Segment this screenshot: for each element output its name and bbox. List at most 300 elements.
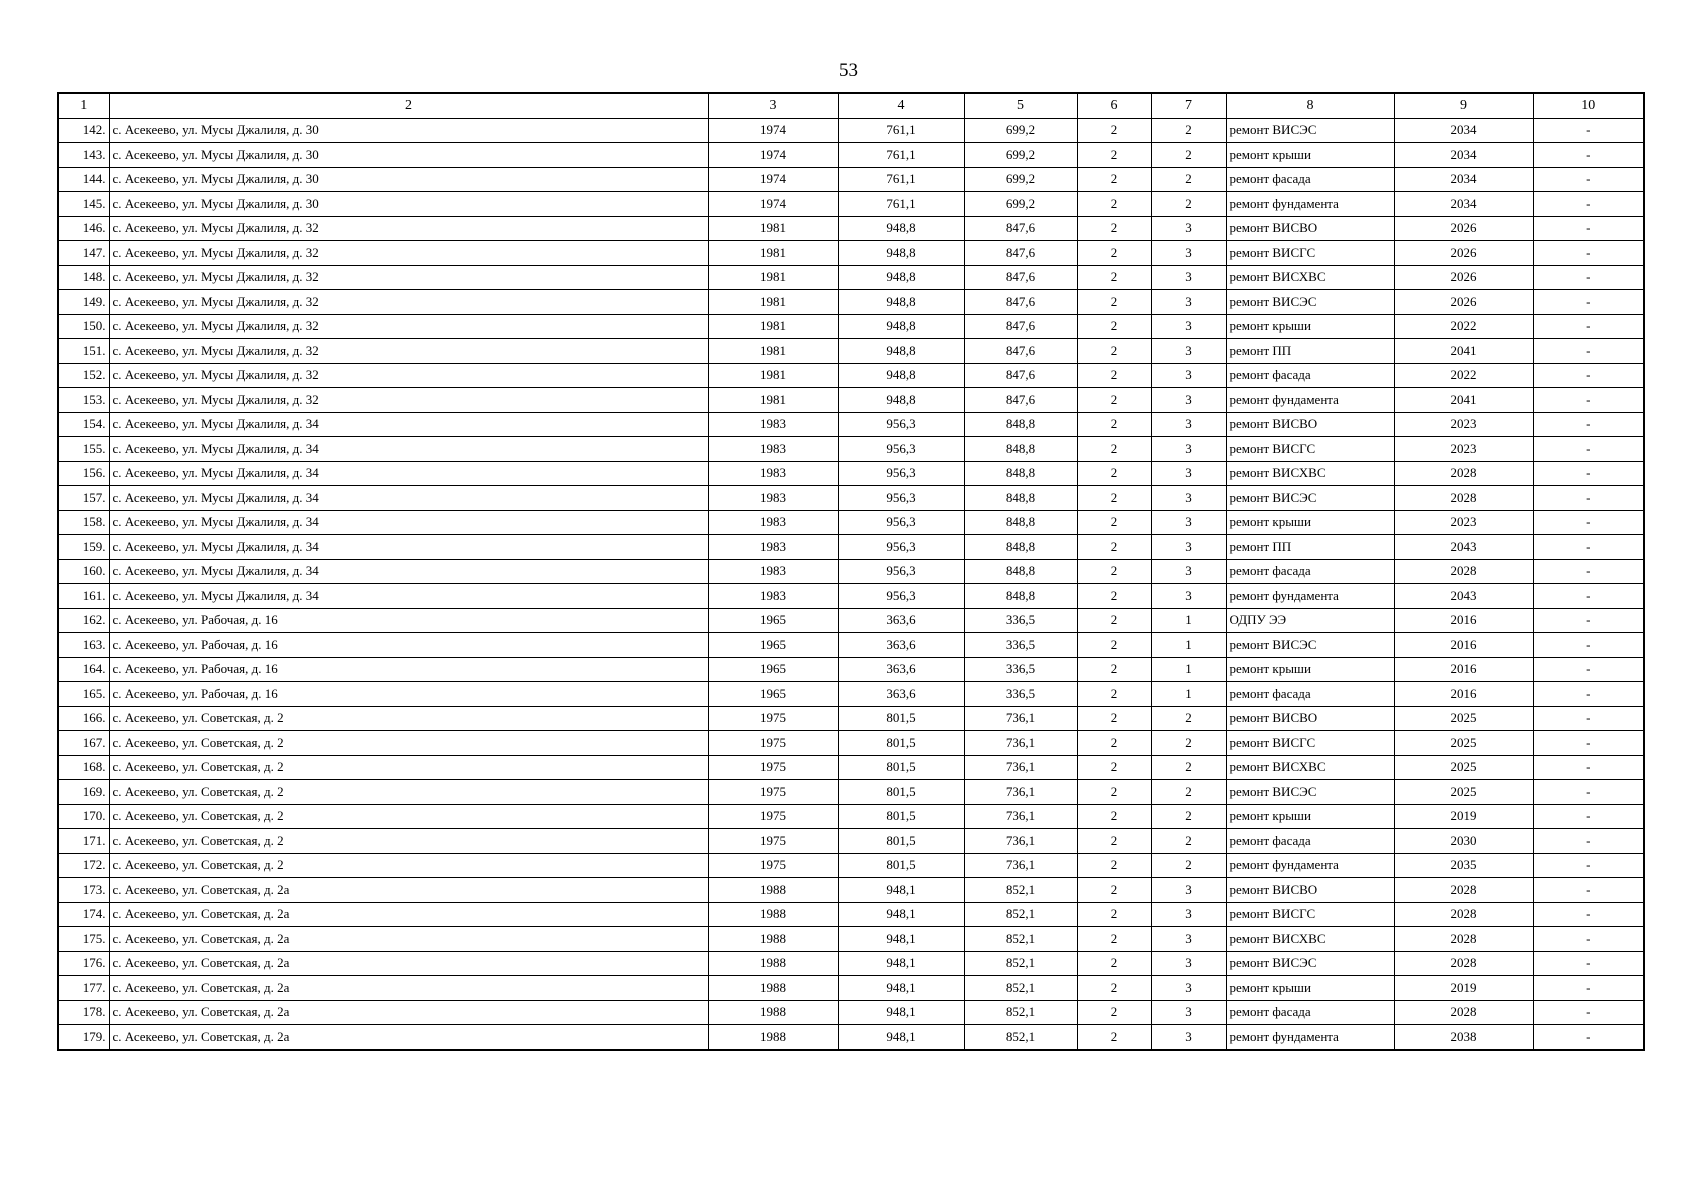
entrances-count-cell: 3 — [1151, 976, 1226, 1001]
floors-count-cell: 2 — [1077, 167, 1151, 192]
address-cell: с. Асекеево, ул. Советская, д. 2а — [109, 976, 708, 1001]
living-area-cell: 336,5 — [964, 608, 1077, 633]
table-row — [58, 412, 1644, 437]
year-built-cell: 1983 — [708, 535, 838, 560]
work-type-cell: ремонт ВИСЭС — [1226, 633, 1394, 658]
floors-count-cell: 2 — [1077, 339, 1151, 364]
total-area-cell: 956,3 — [838, 584, 964, 609]
floors-count-cell: 2 — [1077, 731, 1151, 756]
work-type-cell: ремонт ВИСВО — [1226, 878, 1394, 903]
table-row — [58, 951, 1644, 976]
row-number-cell: 152. — [58, 363, 109, 388]
table-row — [58, 902, 1644, 927]
work-type-cell: ремонт фасада — [1226, 829, 1394, 854]
floors-count-cell: 2 — [1077, 241, 1151, 266]
row-number-cell: 176. — [58, 951, 109, 976]
living-area-cell: 848,8 — [964, 584, 1077, 609]
planned-year-cell: 2028 — [1394, 559, 1533, 584]
year-built-cell: 1981 — [708, 339, 838, 364]
entrances-count-cell: 3 — [1151, 535, 1226, 560]
row-number-cell: 147. — [58, 241, 109, 266]
row-number-cell: 165. — [58, 682, 109, 707]
address-cell: с. Асекеево, ул. Советская, д. 2а — [109, 878, 708, 903]
total-area-cell: 761,1 — [838, 167, 964, 192]
note-cell: - — [1533, 927, 1644, 952]
address-cell: с. Асекеево, ул. Советская, д. 2 — [109, 829, 708, 854]
living-area-cell: 852,1 — [964, 878, 1077, 903]
total-area-cell: 761,1 — [838, 192, 964, 217]
planned-year-cell: 2038 — [1394, 1025, 1533, 1050]
floors-count-cell: 2 — [1077, 902, 1151, 927]
planned-year-cell: 2034 — [1394, 167, 1533, 192]
table-row — [58, 535, 1644, 560]
year-built-cell: 1965 — [708, 633, 838, 658]
entrances-count-cell: 2 — [1151, 192, 1226, 217]
address-cell: с. Асекеево, ул. Мусы Джалиля, д. 30 — [109, 192, 708, 217]
planned-year-cell: 2028 — [1394, 902, 1533, 927]
work-type-cell: ремонт ВИСГС — [1226, 437, 1394, 462]
note-cell: - — [1533, 363, 1644, 388]
column-header: 6 — [1077, 93, 1151, 118]
column-header: 4 — [838, 93, 964, 118]
total-area-cell: 956,3 — [838, 559, 964, 584]
year-built-cell: 1974 — [708, 192, 838, 217]
year-built-cell: 1981 — [708, 290, 838, 315]
entrances-count-cell: 2 — [1151, 118, 1226, 143]
work-type-cell: ремонт ВИСГС — [1226, 731, 1394, 756]
planned-year-cell: 2016 — [1394, 657, 1533, 682]
floors-count-cell: 2 — [1077, 755, 1151, 780]
floors-count-cell: 2 — [1077, 363, 1151, 388]
floors-count-cell: 2 — [1077, 780, 1151, 805]
entrances-count-cell: 2 — [1151, 755, 1226, 780]
total-area-cell: 956,3 — [838, 461, 964, 486]
work-type-cell: ремонт ВИСЭС — [1226, 290, 1394, 315]
row-number-cell: 148. — [58, 265, 109, 290]
total-area-cell: 363,6 — [838, 633, 964, 658]
floors-count-cell: 2 — [1077, 290, 1151, 315]
note-cell: - — [1533, 535, 1644, 560]
planned-year-cell: 2016 — [1394, 633, 1533, 658]
row-number-cell: 164. — [58, 657, 109, 682]
address-cell: с. Асекеево, ул. Рабочая, д. 16 — [109, 633, 708, 658]
floors-count-cell: 2 — [1077, 559, 1151, 584]
address-cell: с. Асекеево, ул. Рабочая, д. 16 — [109, 682, 708, 707]
note-cell: - — [1533, 902, 1644, 927]
total-area-cell: 956,3 — [838, 486, 964, 511]
table-row — [58, 682, 1644, 707]
table-row — [58, 657, 1644, 682]
living-area-cell: 847,6 — [964, 363, 1077, 388]
year-built-cell: 1983 — [708, 584, 838, 609]
table-row — [58, 486, 1644, 511]
table-row — [58, 461, 1644, 486]
row-number-cell: 146. — [58, 216, 109, 241]
row-number-cell: 170. — [58, 804, 109, 829]
note-cell: - — [1533, 314, 1644, 339]
planned-year-cell: 2034 — [1394, 143, 1533, 168]
floors-count-cell: 2 — [1077, 265, 1151, 290]
row-number-cell: 161. — [58, 584, 109, 609]
entrances-count-cell: 3 — [1151, 265, 1226, 290]
planned-year-cell: 2028 — [1394, 486, 1533, 511]
year-built-cell: 1983 — [708, 559, 838, 584]
row-number-cell: 157. — [58, 486, 109, 511]
year-built-cell: 1974 — [708, 143, 838, 168]
living-area-cell: 736,1 — [964, 780, 1077, 805]
address-cell: с. Асекеево, ул. Мусы Джалиля, д. 32 — [109, 241, 708, 266]
living-area-cell: 699,2 — [964, 143, 1077, 168]
total-area-cell: 948,1 — [838, 951, 964, 976]
floors-count-cell: 2 — [1077, 804, 1151, 829]
row-number-cell: 175. — [58, 927, 109, 952]
living-area-cell: 699,2 — [964, 192, 1077, 217]
entrances-count-cell: 3 — [1151, 241, 1226, 266]
floors-count-cell: 2 — [1077, 412, 1151, 437]
note-cell: - — [1533, 951, 1644, 976]
work-type-cell: ремонт фундамента — [1226, 1025, 1394, 1050]
total-area-cell: 948,8 — [838, 363, 964, 388]
total-area-cell: 801,5 — [838, 804, 964, 829]
table-row — [58, 216, 1644, 241]
living-area-cell: 847,6 — [964, 216, 1077, 241]
row-number-cell: 153. — [58, 388, 109, 413]
planned-year-cell: 2025 — [1394, 706, 1533, 731]
year-built-cell: 1975 — [708, 755, 838, 780]
year-built-cell: 1965 — [708, 608, 838, 633]
address-cell: с. Асекеево, ул. Советская, д. 2 — [109, 780, 708, 805]
planned-year-cell: 2019 — [1394, 976, 1533, 1001]
floors-count-cell: 2 — [1077, 951, 1151, 976]
table-row — [58, 363, 1644, 388]
living-area-cell: 848,8 — [964, 559, 1077, 584]
floors-count-cell: 2 — [1077, 143, 1151, 168]
total-area-cell: 948,1 — [838, 1025, 964, 1050]
floors-count-cell: 2 — [1077, 829, 1151, 854]
row-number-cell: 149. — [58, 290, 109, 315]
living-area-cell: 852,1 — [964, 951, 1077, 976]
floors-count-cell: 2 — [1077, 535, 1151, 560]
planned-year-cell: 2026 — [1394, 241, 1533, 266]
floors-count-cell: 2 — [1077, 853, 1151, 878]
row-number-cell: 143. — [58, 143, 109, 168]
address-cell: с. Асекеево, ул. Мусы Джалиля, д. 30 — [109, 143, 708, 168]
address-cell: с. Асекеево, ул. Советская, д. 2а — [109, 951, 708, 976]
column-header: 5 — [964, 93, 1077, 118]
note-cell: - — [1533, 118, 1644, 143]
address-cell: с. Асекеево, ул. Мусы Джалиля, д. 34 — [109, 412, 708, 437]
floors-count-cell: 2 — [1077, 706, 1151, 731]
total-area-cell: 948,8 — [838, 241, 964, 266]
address-cell: с. Асекеево, ул. Советская, д. 2а — [109, 1025, 708, 1050]
note-cell: - — [1533, 241, 1644, 266]
planned-year-cell: 2026 — [1394, 216, 1533, 241]
work-type-cell: ремонт ВИСЭС — [1226, 780, 1394, 805]
living-area-cell: 699,2 — [964, 167, 1077, 192]
row-number-cell: 162. — [58, 608, 109, 633]
note-cell: - — [1533, 976, 1644, 1001]
note-cell: - — [1533, 192, 1644, 217]
note-cell: - — [1533, 584, 1644, 609]
living-area-cell: 336,5 — [964, 682, 1077, 707]
note-cell: - — [1533, 755, 1644, 780]
table-body — [58, 118, 1644, 1050]
entrances-count-cell: 2 — [1151, 829, 1226, 854]
planned-year-cell: 2023 — [1394, 437, 1533, 462]
year-built-cell: 1981 — [708, 216, 838, 241]
year-built-cell: 1975 — [708, 804, 838, 829]
address-cell: с. Асекеево, ул. Советская, д. 2 — [109, 804, 708, 829]
table-row — [58, 829, 1644, 854]
address-cell: с. Асекеево, ул. Советская, д. 2 — [109, 706, 708, 731]
address-cell: с. Асекеево, ул. Мусы Джалиля, д. 30 — [109, 167, 708, 192]
floors-count-cell: 2 — [1077, 486, 1151, 511]
work-type-cell: ремонт крыши — [1226, 314, 1394, 339]
entrances-count-cell: 3 — [1151, 1000, 1226, 1025]
entrances-count-cell: 2 — [1151, 731, 1226, 756]
entrances-count-cell: 3 — [1151, 510, 1226, 535]
table-row — [58, 437, 1644, 462]
living-area-cell: 847,6 — [964, 339, 1077, 364]
table-row — [58, 927, 1644, 952]
column-header: 10 — [1533, 93, 1644, 118]
floors-count-cell: 2 — [1077, 657, 1151, 682]
living-area-cell: 736,1 — [964, 706, 1077, 731]
living-area-cell: 736,1 — [964, 731, 1077, 756]
entrances-count-cell: 3 — [1151, 486, 1226, 511]
address-cell: с. Асекеево, ул. Советская, д. 2а — [109, 902, 708, 927]
year-built-cell: 1975 — [708, 731, 838, 756]
note-cell: - — [1533, 167, 1644, 192]
address-cell: с. Асекеево, ул. Мусы Джалиля, д. 34 — [109, 510, 708, 535]
entrances-count-cell: 3 — [1151, 559, 1226, 584]
row-number-cell: 144. — [58, 167, 109, 192]
row-number-cell: 158. — [58, 510, 109, 535]
address-cell: с. Асекеево, ул. Советская, д. 2 — [109, 731, 708, 756]
total-area-cell: 801,5 — [838, 780, 964, 805]
note-cell: - — [1533, 486, 1644, 511]
living-area-cell: 852,1 — [964, 976, 1077, 1001]
living-area-cell: 848,8 — [964, 535, 1077, 560]
note-cell: - — [1533, 1025, 1644, 1050]
table-row — [58, 1000, 1644, 1025]
row-number-cell: 156. — [58, 461, 109, 486]
planned-year-cell: 2041 — [1394, 339, 1533, 364]
total-area-cell: 363,6 — [838, 682, 964, 707]
year-built-cell: 1965 — [708, 657, 838, 682]
planned-year-cell: 2028 — [1394, 927, 1533, 952]
work-type-cell: ремонт ПП — [1226, 535, 1394, 560]
living-area-cell: 852,1 — [964, 902, 1077, 927]
note-cell: - — [1533, 706, 1644, 731]
floors-count-cell: 2 — [1077, 584, 1151, 609]
floors-count-cell: 2 — [1077, 633, 1151, 658]
row-number-cell: 154. — [58, 412, 109, 437]
note-cell: - — [1533, 657, 1644, 682]
planned-year-cell: 2025 — [1394, 731, 1533, 756]
row-number-cell: 150. — [58, 314, 109, 339]
planned-year-cell: 2023 — [1394, 510, 1533, 535]
floors-count-cell: 2 — [1077, 1025, 1151, 1050]
total-area-cell: 948,1 — [838, 902, 964, 927]
entrances-count-cell: 3 — [1151, 927, 1226, 952]
planned-year-cell: 2022 — [1394, 363, 1533, 388]
year-built-cell: 1975 — [708, 853, 838, 878]
total-area-cell: 948,8 — [838, 290, 964, 315]
living-area-cell: 699,2 — [964, 118, 1077, 143]
living-area-cell: 852,1 — [964, 927, 1077, 952]
address-cell: с. Асекеево, ул. Мусы Джалиля, д. 32 — [109, 314, 708, 339]
planned-year-cell: 2034 — [1394, 192, 1533, 217]
column-header: 3 — [708, 93, 838, 118]
table-row — [58, 853, 1644, 878]
table-row — [58, 584, 1644, 609]
living-area-cell: 848,8 — [964, 461, 1077, 486]
total-area-cell: 948,8 — [838, 388, 964, 413]
work-type-cell: ремонт ВИСГС — [1226, 902, 1394, 927]
total-area-cell: 948,1 — [838, 976, 964, 1001]
row-number-cell: 173. — [58, 878, 109, 903]
living-area-cell: 847,6 — [964, 265, 1077, 290]
address-cell: с. Асекеево, ул. Мусы Джалиля, д. 34 — [109, 535, 708, 560]
entrances-count-cell: 3 — [1151, 363, 1226, 388]
work-type-cell: ремонт фундамента — [1226, 388, 1394, 413]
page-number: 53 — [839, 60, 858, 81]
row-number-cell: 159. — [58, 535, 109, 560]
floors-count-cell: 2 — [1077, 437, 1151, 462]
work-type-cell: ремонт ВИСВО — [1226, 706, 1394, 731]
living-area-cell: 736,1 — [964, 755, 1077, 780]
row-number-cell: 174. — [58, 902, 109, 927]
table-row — [58, 118, 1644, 143]
row-number-cell: 166. — [58, 706, 109, 731]
row-number-cell: 142. — [58, 118, 109, 143]
floors-count-cell: 2 — [1077, 216, 1151, 241]
work-type-cell: ремонт ВИСЭС — [1226, 118, 1394, 143]
address-cell: с. Асекеево, ул. Советская, д. 2а — [109, 927, 708, 952]
work-type-cell: ремонт ВИСЭС — [1226, 486, 1394, 511]
column-header: 8 — [1226, 93, 1394, 118]
table-row — [58, 780, 1644, 805]
note-cell: - — [1533, 265, 1644, 290]
row-number-cell: 177. — [58, 976, 109, 1001]
planned-year-cell: 2025 — [1394, 755, 1533, 780]
note-cell: - — [1533, 412, 1644, 437]
row-number-cell: 179. — [58, 1025, 109, 1050]
column-header: 1 — [58, 93, 109, 118]
row-number-cell: 178. — [58, 1000, 109, 1025]
note-cell: - — [1533, 1000, 1644, 1025]
work-type-cell: ремонт ВИСВО — [1226, 412, 1394, 437]
row-number-cell: 168. — [58, 755, 109, 780]
living-area-cell: 736,1 — [964, 829, 1077, 854]
total-area-cell: 956,3 — [838, 510, 964, 535]
work-type-cell: ремонт ВИСХВС — [1226, 265, 1394, 290]
entrances-count-cell: 2 — [1151, 706, 1226, 731]
planned-year-cell: 2043 — [1394, 584, 1533, 609]
total-area-cell: 948,8 — [838, 265, 964, 290]
entrances-count-cell: 3 — [1151, 216, 1226, 241]
row-number-cell: 145. — [58, 192, 109, 217]
planned-year-cell: 2025 — [1394, 780, 1533, 805]
planned-year-cell: 2034 — [1394, 118, 1533, 143]
table-row — [58, 878, 1644, 903]
note-cell: - — [1533, 461, 1644, 486]
note-cell: - — [1533, 388, 1644, 413]
living-area-cell: 336,5 — [964, 633, 1077, 658]
work-type-cell: ремонт фасада — [1226, 1000, 1394, 1025]
table-row — [58, 731, 1644, 756]
work-type-cell: ремонт крыши — [1226, 804, 1394, 829]
year-built-cell: 1965 — [708, 682, 838, 707]
entrances-count-cell: 3 — [1151, 878, 1226, 903]
year-built-cell: 1981 — [708, 314, 838, 339]
floors-count-cell: 2 — [1077, 388, 1151, 413]
address-cell: с. Асекеево, ул. Мусы Джалиля, д. 32 — [109, 265, 708, 290]
work-type-cell: ремонт ВИСХВС — [1226, 461, 1394, 486]
year-built-cell: 1988 — [708, 951, 838, 976]
work-type-cell: ремонт фундамента — [1226, 584, 1394, 609]
note-cell: - — [1533, 290, 1644, 315]
work-type-cell: ремонт крыши — [1226, 976, 1394, 1001]
planned-year-cell: 2022 — [1394, 314, 1533, 339]
note-cell: - — [1533, 339, 1644, 364]
total-area-cell: 948,1 — [838, 927, 964, 952]
living-area-cell: 736,1 — [964, 853, 1077, 878]
work-type-cell: ремонт крыши — [1226, 657, 1394, 682]
total-area-cell: 948,8 — [838, 339, 964, 364]
column-header: 9 — [1394, 93, 1533, 118]
note-cell: - — [1533, 780, 1644, 805]
floors-count-cell: 2 — [1077, 878, 1151, 903]
planned-year-cell: 2023 — [1394, 412, 1533, 437]
note-cell: - — [1533, 633, 1644, 658]
entrances-count-cell: 3 — [1151, 1025, 1226, 1050]
year-built-cell: 1988 — [708, 902, 838, 927]
table-row — [58, 143, 1644, 168]
year-built-cell: 1981 — [708, 241, 838, 266]
total-area-cell: 956,3 — [838, 535, 964, 560]
entrances-count-cell: 3 — [1151, 314, 1226, 339]
address-cell: с. Асекеево, ул. Мусы Джалиля, д. 32 — [109, 339, 708, 364]
entrances-count-cell: 3 — [1151, 584, 1226, 609]
table-row — [58, 265, 1644, 290]
year-built-cell: 1988 — [708, 927, 838, 952]
work-type-cell: ремонт фундамента — [1226, 192, 1394, 217]
total-area-cell: 761,1 — [838, 143, 964, 168]
entrances-count-cell: 3 — [1151, 412, 1226, 437]
living-area-cell: 848,8 — [964, 437, 1077, 462]
column-header: 7 — [1151, 93, 1226, 118]
work-type-cell: ремонт ВИСГС — [1226, 241, 1394, 266]
note-cell: - — [1533, 682, 1644, 707]
year-built-cell: 1983 — [708, 461, 838, 486]
row-number-cell: 171. — [58, 829, 109, 854]
planned-year-cell: 2028 — [1394, 951, 1533, 976]
floors-count-cell: 2 — [1077, 1000, 1151, 1025]
work-type-cell: ремонт ВИСХВС — [1226, 755, 1394, 780]
table-row — [58, 706, 1644, 731]
row-number-cell: 163. — [58, 633, 109, 658]
work-type-cell: ремонт фасада — [1226, 363, 1394, 388]
entrances-count-cell: 3 — [1151, 437, 1226, 462]
note-cell: - — [1533, 804, 1644, 829]
living-area-cell: 336,5 — [964, 657, 1077, 682]
table-row — [58, 1025, 1644, 1050]
planned-year-cell: 2016 — [1394, 608, 1533, 633]
note-cell: - — [1533, 878, 1644, 903]
planned-year-cell: 2041 — [1394, 388, 1533, 413]
